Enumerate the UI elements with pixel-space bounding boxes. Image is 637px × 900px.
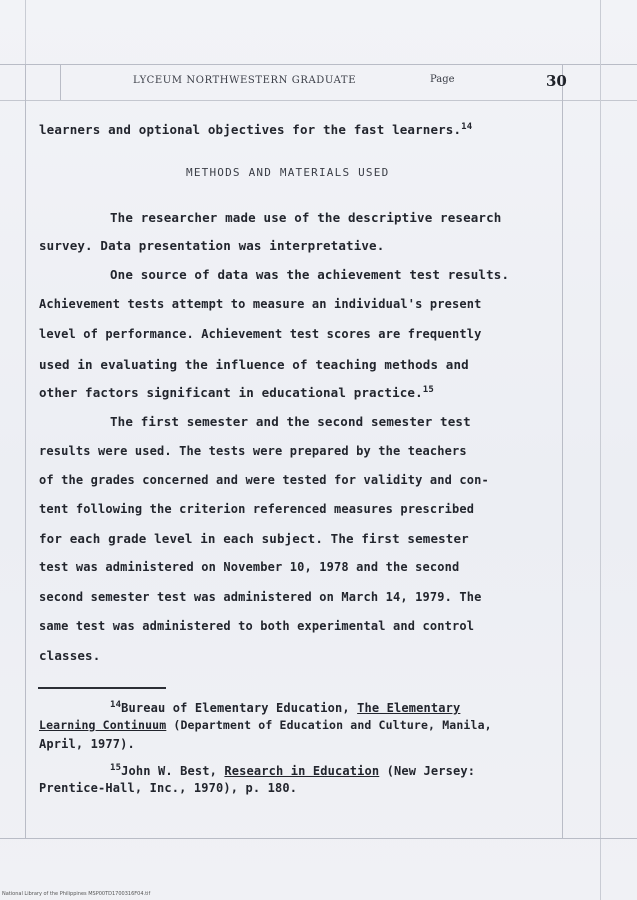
body-line: of the grades concerned and were tested for validity and con-	[39, 473, 489, 487]
footnote-ref: 15	[422, 384, 434, 395]
footnote-14: $^{14}$Bureau of Elementary Education, The Elementary	[110, 700, 461, 715]
body-line: learners and optional objectives for the fast learners.$^{14}$	[39, 121, 473, 137]
page-number: 30	[546, 72, 567, 90]
margin-rule	[25, 0, 26, 64]
body-line: The first semester and the second semester test	[110, 414, 471, 429]
body-line: classes.	[39, 648, 101, 663]
body-line: tent following the criterion referenced measures prescribed	[39, 502, 475, 516]
archive-footer: National Library of the Philippines MSP00TD1700316F04.tif	[2, 891, 151, 897]
body-line: Achievement tests attempt to measure an individual's present	[39, 297, 482, 311]
footnote-14-end: April, 1977).	[39, 737, 135, 751]
outer-right-rule	[600, 0, 601, 900]
body-line: test was administered on November 10, 1978 and the second	[39, 560, 460, 574]
body-line: results were used. The tests were prepared by the teachers	[39, 444, 467, 458]
footnote-15-cont: Prentice-Hall, Inc., 1970), p. 180.	[39, 781, 298, 795]
body-line: other factors significant in educational practice.$^{15}$	[39, 384, 434, 400]
body-line: level of performance. Achievement test scores are frequently	[39, 327, 482, 341]
page-header	[0, 72, 637, 91]
footnote-14-cont: Learning Continuum (Department of Education and Culture, Manila,	[39, 718, 492, 732]
section-heading: METHODS AND MATERIALS USED	[186, 166, 390, 179]
header-title: LYCEUM NORTHWESTERN GRADUATE	[133, 75, 357, 86]
bottom-rule	[0, 838, 637, 839]
body-line: The researcher made use of the descriptive research	[110, 210, 502, 225]
footnote-15: $^{15}$John W. Best, Research in Education (New Jersey:	[110, 763, 476, 778]
footnote-ref: 14	[461, 121, 473, 132]
body-line: One source of data was the achievement test results.	[110, 267, 510, 282]
body-line: for each grade level in each subject. The first semester	[39, 531, 469, 546]
header-rule-top	[0, 64, 637, 65]
body-line: same test was administered to both experimental and control	[39, 619, 475, 633]
footnote-separator	[38, 687, 166, 689]
header-page-label: Page	[430, 74, 455, 85]
body-line: used in evaluating the influence of teaching methods and	[39, 357, 469, 372]
header-rule-bottom	[0, 100, 637, 101]
right-margin-rule	[562, 64, 563, 839]
body-line: survey. Data presentation was interpretative.	[39, 238, 385, 253]
body-line: second semester test was administered on March 14, 1979. The	[39, 590, 482, 604]
left-margin-rule	[25, 64, 26, 839]
